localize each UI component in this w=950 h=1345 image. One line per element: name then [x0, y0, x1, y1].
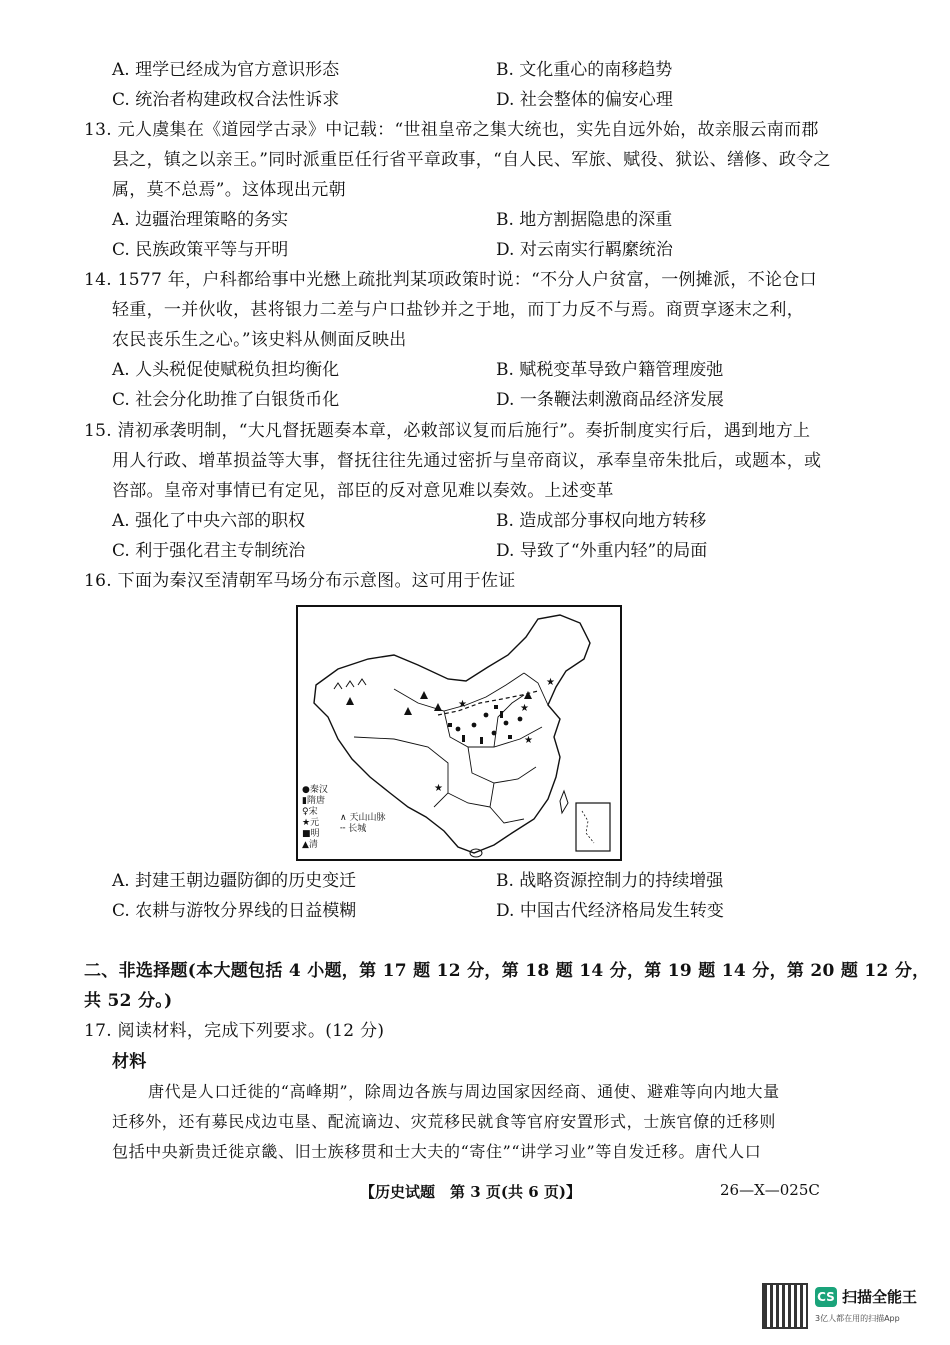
- q14-option-a: A. 人头税促使赋税负担均衡化: [112, 360, 340, 380]
- scanner-tagline: 3亿人都在用的扫描App: [815, 1314, 900, 1323]
- q14-stem-line: 轻重，一并伙收，甚将银力二差与户口盐钞并之于地，而丁力反不与焉。商贾享逐末之利，: [112, 300, 804, 320]
- q12-option-d: D. 社会整体的偏安心理: [496, 90, 673, 110]
- legend-item: ★元: [302, 818, 320, 828]
- q15-option-b: B. 造成部分事权向地方转移: [496, 511, 707, 531]
- q13-option-b: B. 地方割据隐患的深重: [496, 210, 673, 230]
- q16-option-d: D. 中国古代经济格局发生转变: [496, 901, 724, 921]
- q17-material-line: 迁移外，还有募民戍边屯垦、配流谪边、灾荒移民就食等官府安置形式，士族官僚的迁移则: [112, 1112, 777, 1131]
- horse-ranch-distribution-map: [296, 605, 622, 861]
- q14-stem-line: 农民丧乐生之心。”该史料从侧面反映出: [112, 330, 407, 350]
- q12-option-a: A. 理学已经成为官方意识形态: [112, 60, 340, 80]
- q12-option-c: C. 统治者构建政权合法性诉求: [112, 90, 340, 110]
- legend-item: ∧ 天山山脉: [340, 813, 386, 823]
- q15-stem-line: 用人行政、增革损益等大事，督抚往往先通过密折与皇帝商议，承奉皇帝朱批后，或题本，或: [112, 451, 822, 471]
- qr-code: [762, 1283, 808, 1329]
- q13-stem-line: 属，莫不总焉”。这体现出元朝: [112, 180, 346, 200]
- q16-stem-line: 16. 下面为秦汉至清朝军马场分布示意图。这可用于佐证: [84, 571, 516, 591]
- legend-item: ♀宋: [302, 807, 318, 817]
- q17-material-line: 唐代是人口迁徙的“高峰期”，除周边各族与周边国家因经商、通使、避难等向内地大量: [148, 1082, 780, 1101]
- page-footer-code: 26—X—025C: [720, 1181, 820, 1199]
- q15-option-c: C. 利于强化君主专制统治: [112, 541, 306, 561]
- legend-item: ▮隋唐: [302, 796, 325, 806]
- section-two-heading-cont: 共 52 分。): [84, 991, 173, 1011]
- q13-stem-line: 13. 元人虞集在《道园学古录》中记载：“世祖皇帝之集大统也，实先自远外始，故亲服云南而郡: [84, 120, 819, 140]
- q13-option-a: A. 边疆治理策略的务实: [112, 210, 289, 230]
- page-footer-title: 【历史试题 第 3 页(共 6 页)】: [360, 1183, 581, 1201]
- q14-option-d: D. 一条鞭法刺激商品经济发展: [496, 390, 724, 410]
- q16-option-c: C. 农耕与游牧分界线的日益模糊: [112, 901, 357, 921]
- q14-option-c: C. 社会分化助推了白银货币化: [112, 390, 340, 410]
- q15-stem-line: 15. 清初承袭明制，“大凡督抚题奏本章，必敕部议复而后施行”。奏折制度实行后，遇到地方上: [84, 421, 811, 441]
- q14-option-b: B. 赋税变革导致户籍管理废弛: [496, 360, 724, 380]
- svg-text:★: ★: [458, 699, 467, 710]
- legend-item: ╌ 长城: [340, 824, 367, 834]
- svg-text:★: ★: [546, 677, 555, 688]
- map-legend-periods: [302, 785, 328, 851]
- legend-item: ▲清: [302, 840, 318, 850]
- scanner-app-name: 扫描全能王: [842, 1288, 918, 1306]
- map-legend-features: [340, 813, 385, 835]
- q15-option-d: D. 导致了“外重内轻”的局面: [496, 541, 708, 561]
- svg-text:★: ★: [524, 735, 533, 746]
- svg-text:★: ★: [520, 703, 529, 714]
- legend-item: ■明: [302, 829, 320, 839]
- q17-stem: 17. 阅读材料，完成下列要求。(12 分): [84, 1021, 385, 1041]
- section-two-heading: 二、非选择题(本大题包括 4 小题，第 17 题 12 分，第 18 题 14 分，第 19 题 14 分，第 20 题 12 分，: [84, 961, 930, 981]
- q13-stem-line: 县之，镇之以亲王。”同时派重臣任行省平章政事，“自人民、军旅、赋役、狱讼、缮修、政令之: [112, 150, 831, 170]
- legend-item: ●秦汉: [302, 785, 328, 795]
- q16-option-b: B. 战略资源控制力的持续增强: [496, 871, 724, 891]
- q12-option-b: B. 文化重心的南移趋势: [496, 60, 673, 80]
- q17-material-label: 材料: [112, 1052, 147, 1072]
- q13-option-d: D. 对云南实行羁縻统治: [496, 240, 673, 260]
- svg-text:★: ★: [434, 783, 443, 794]
- q16-option-a: A. 封建王朝边疆防御的历史变迁: [112, 871, 357, 891]
- q17-material-line: 包括中央新贵迁徙京畿、旧士族移贯和士大夫的“寄住”“讲学习业”等自发迁移。唐代人口: [112, 1142, 762, 1161]
- scanner-logo-badge: CS: [815, 1287, 837, 1307]
- q15-stem-line: 咨部。皇帝对事情已有定见，部臣的反对意见难以奏效。上述变革: [112, 481, 614, 501]
- q13-option-c: C. 民族政策平等与开明: [112, 240, 289, 260]
- q15-option-a: A. 强化了中央六部的职权: [112, 511, 306, 531]
- q14-stem-line: 14. 1577 年，户科都给事中光懋上疏批判某项政策时说：“不分人户贫富，一例摊派，不论仓口: [84, 270, 817, 290]
